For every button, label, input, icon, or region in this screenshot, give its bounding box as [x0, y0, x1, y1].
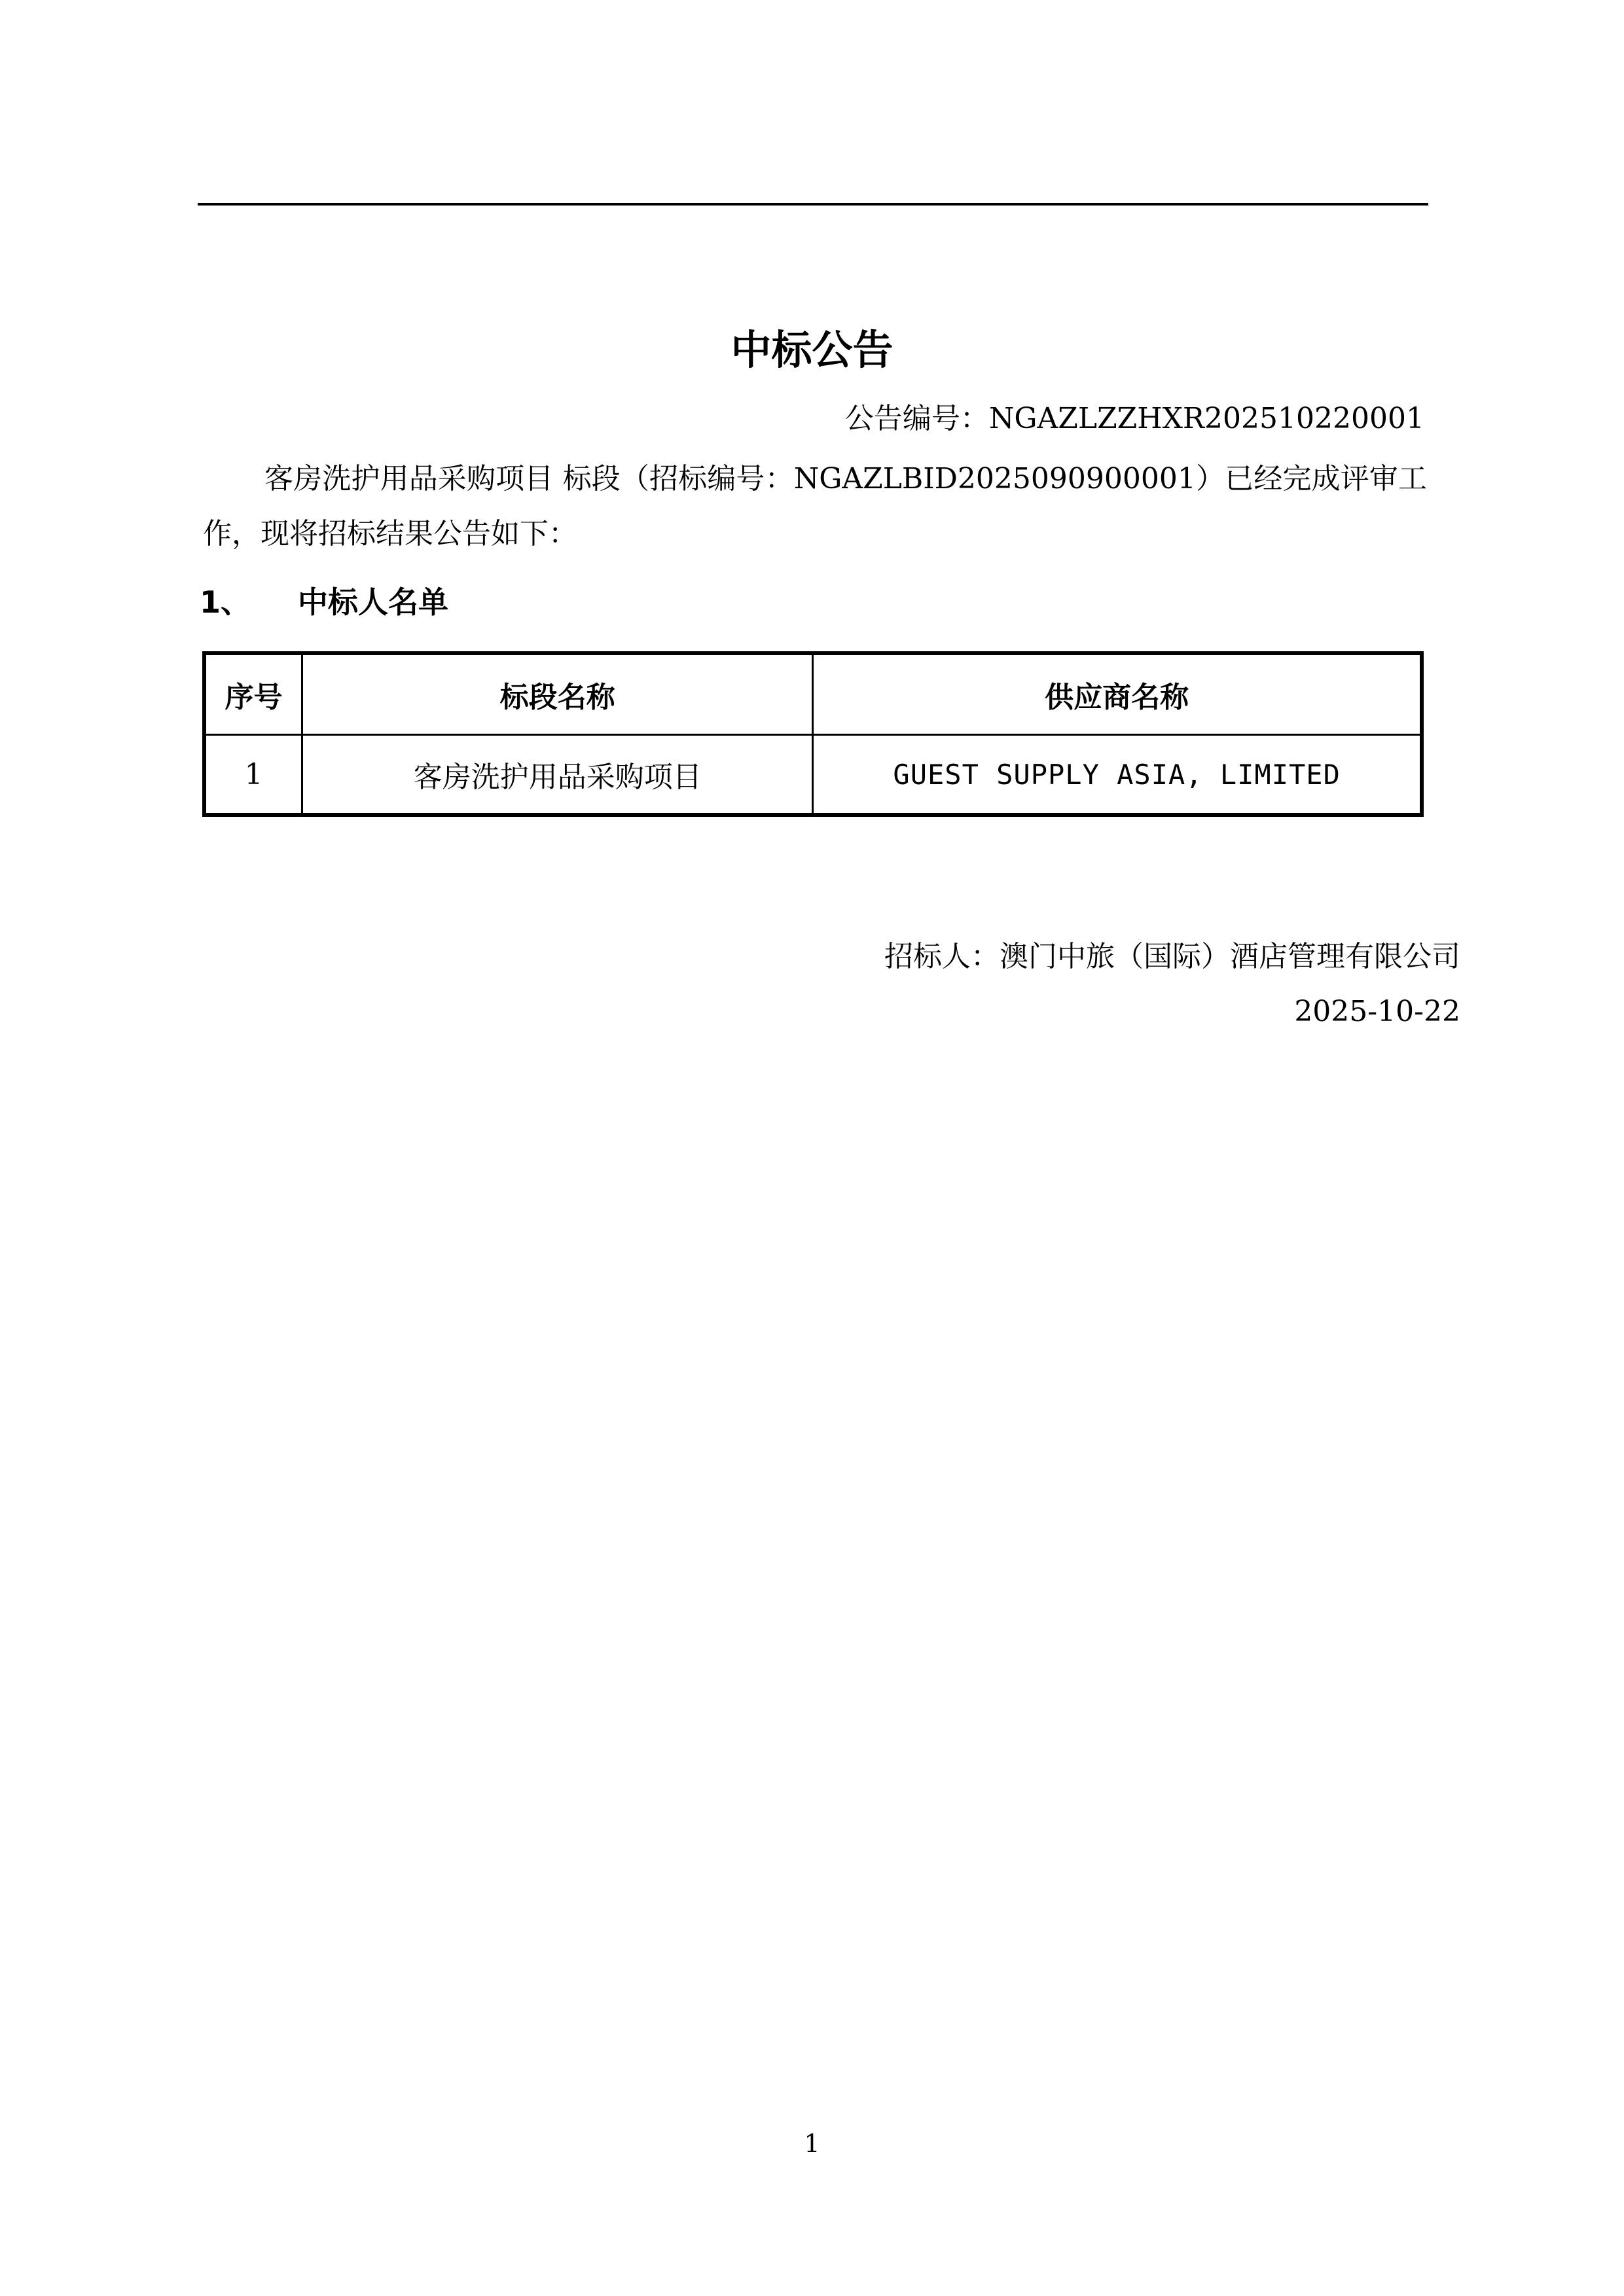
- announcement-date: 2025-10-22: [1294, 995, 1460, 1028]
- header-rule: [198, 203, 1428, 206]
- header-supplier-name: 供应商名称: [813, 653, 1422, 735]
- section-heading-winners: [200, 579, 448, 625]
- section-number: 1、: [200, 584, 251, 620]
- page-title: 中标公告: [731, 326, 893, 374]
- table-row: [204, 735, 1422, 816]
- header-serial: 序号: [204, 653, 302, 735]
- winners-table: [202, 651, 1424, 817]
- page-number: 1: [804, 2129, 820, 2158]
- announcement-number: 公告编号：NGAZLZZHXR202510220001: [844, 402, 1424, 435]
- cell-supplier-name: GUEST SUPPLY ASIA, LIMITED: [813, 735, 1422, 816]
- signature-block: [884, 929, 1460, 1039]
- intro-paragraph: 客房洗护用品采购项目 标段（招标编号：NGAZLBID2025090900001）已经完成评审工作，现将招标结果公告如下：: [203, 462, 1427, 550]
- table-header-row: [204, 653, 1422, 735]
- header-lot-name: 标段名称: [302, 653, 813, 735]
- tenderer-name: 招标人：澳门中旅（国际）酒店管理有限公司: [884, 940, 1460, 973]
- section-title: 中标人名单: [298, 584, 448, 620]
- cell-lot-name: 客房洗护用品采购项目: [302, 735, 813, 816]
- cell-serial: 1: [204, 735, 302, 816]
